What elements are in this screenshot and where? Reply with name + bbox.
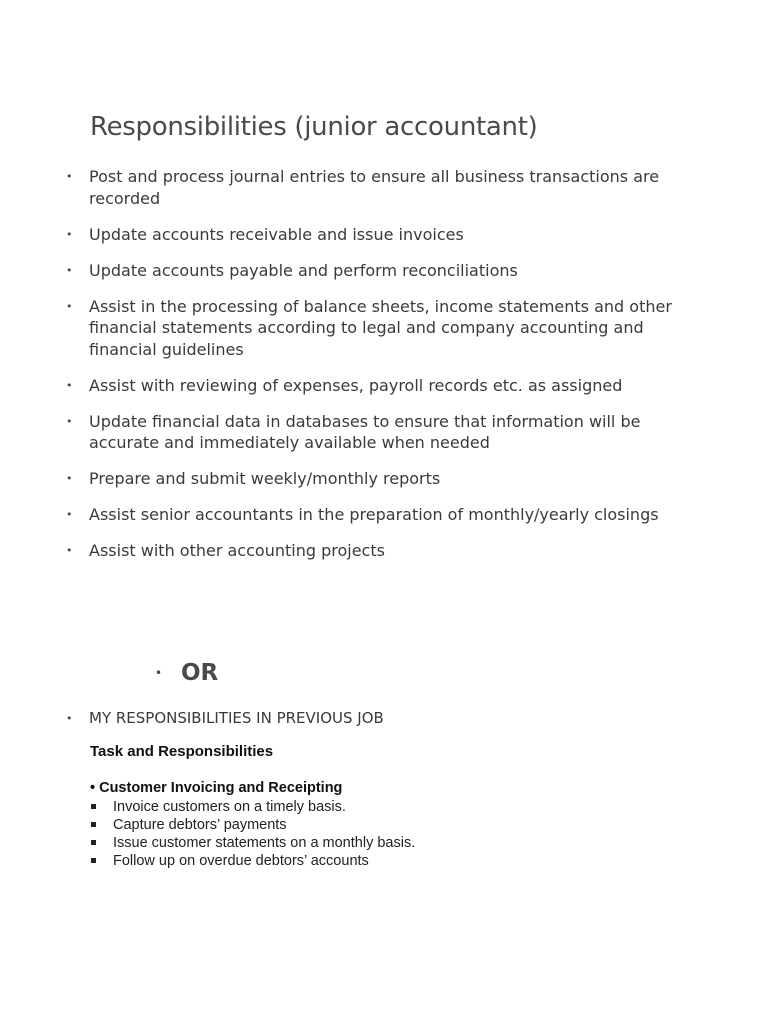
list-item-text: Invoice customers on a timely basis. — [113, 799, 346, 815]
list-item — [0, 260, 689, 282]
bullet-icon: • — [66, 170, 73, 183]
square-bullet-icon — [91, 858, 96, 863]
bullet-icon: • — [66, 712, 73, 725]
list-item-text: Issue customer statements on a monthly basis. — [113, 835, 416, 851]
task-heading: Task and Responsibilities — [90, 743, 274, 760]
list-item — [90, 852, 415, 870]
list-item-text: Update financial data in databases to ensure that information will be accurate and immediately available when needed — [89, 411, 641, 452]
bullet-icon: • — [66, 227, 73, 241]
bullet-icon: • — [66, 544, 73, 557]
or-text: OR — [181, 660, 219, 686]
square-bullet-icon — [91, 804, 96, 809]
list-item — [0, 504, 689, 526]
bullet-icon: • — [66, 472, 73, 485]
list-item — [0, 540, 689, 562]
list-item-text: Assist with reviewing of expenses, payroll records etc. as assigned — [89, 375, 623, 395]
list-item — [0, 224, 689, 246]
list-item-text: Assist senior accountants in the preparation of monthly/yearly closings — [89, 505, 659, 524]
bullet-icon: • — [66, 263, 73, 277]
list-item-text: Update accounts payable and perform reconciliations — [89, 260, 518, 280]
bullet-icon: • — [66, 414, 73, 428]
section-heading: • Customer Invoicing and Receipting — [90, 780, 343, 796]
list-item-text: Assist with other accounting projects — [89, 541, 385, 560]
list-item — [90, 816, 415, 834]
responsibilities-list — [0, 166, 768, 576]
list-item — [0, 411, 689, 454]
bullet-icon: • — [66, 378, 73, 392]
previous-job-heading — [0, 708, 384, 729]
list-item — [0, 296, 689, 361]
list-item — [0, 468, 689, 490]
list-item — [0, 375, 689, 397]
bullet-icon: • — [155, 666, 163, 680]
square-bullet-icon — [91, 822, 96, 827]
list-item-text: Follow up on overdue debtors’ accounts — [113, 853, 369, 869]
bullet-icon: • — [66, 299, 73, 313]
list-item-text: Capture debtors’ payments — [113, 817, 287, 833]
or-separator — [155, 660, 218, 686]
list-item — [90, 834, 415, 852]
list-item-text: Post and process journal entries to ensure all business transactions are recorded — [89, 167, 660, 208]
list-item-text: Update accounts receivable and issue invoices — [89, 224, 464, 244]
list-item-text: Assist in the processing of balance sheets, income statements and other financial statements according to legal and company accounting and financial guidelines — [89, 296, 672, 359]
list-item — [0, 166, 689, 209]
section-items-list — [90, 798, 415, 870]
list-item — [90, 798, 415, 816]
list-item-text: Prepare and submit weekly/monthly reports — [89, 469, 441, 488]
page-title: Responsibilities (junior accountant) — [90, 112, 538, 142]
square-bullet-icon — [91, 840, 96, 845]
previous-job-heading-text: MY RESPONSIBILITIES IN PREVIOUS JOB — [89, 709, 384, 727]
bullet-icon: • — [66, 508, 73, 521]
